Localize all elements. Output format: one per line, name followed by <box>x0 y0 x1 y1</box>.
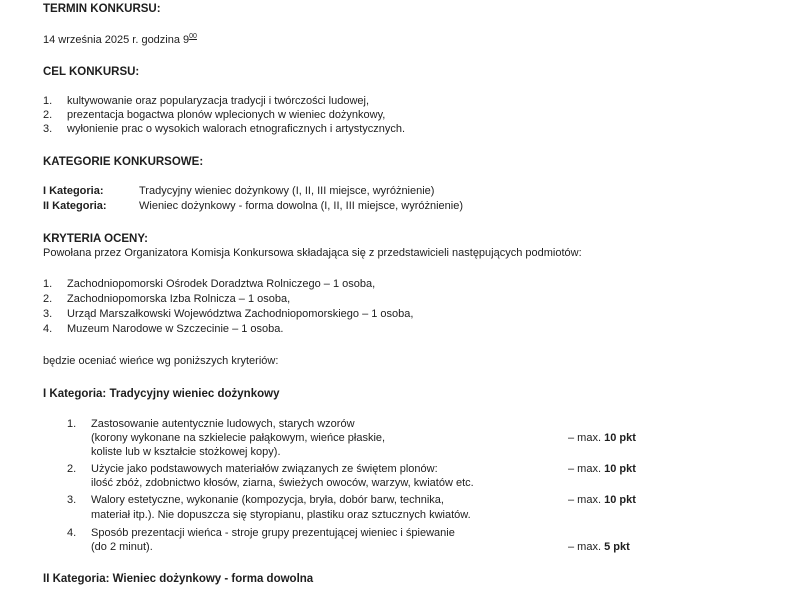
criterion-line: Zastosowanie autentycznie ludowych, starych wzorów <box>91 418 355 430</box>
criterion-line: ilość zbóż, zdobnictwo kłosów, ziarna, świeżych owoców, warzyw, kwiatów etc. <box>91 477 474 489</box>
criterion-max <box>568 463 636 475</box>
cel-item-num: 2. <box>43 109 53 121</box>
member-text: Zachodniopomorski Ośrodek Doradztwa Rolniczego – 1 osoba, <box>67 278 376 290</box>
criterion-line: (do 2 minut). <box>91 541 153 553</box>
criterion-num: 4. <box>67 527 77 539</box>
member-text: Zachodniopomorska Izba Rolnicza – 1 osoba, <box>67 293 291 305</box>
kryteria-heading: KRYTERIA OCENY: <box>43 233 148 245</box>
kat1-heading: I Kategoria: Tradycyjny wieniec dożynkowy <box>43 388 280 400</box>
cel-item-text: prezentacja bogactwa plonów wplecionych w wieniec dożynkowy, <box>67 109 386 121</box>
criterion-max <box>568 541 630 553</box>
criterion-line: (korony wykonane na szkielecie pałąkowym, wieńce płaskie, <box>91 432 386 444</box>
member-item <box>43 308 413 320</box>
max-points: 10 pkt <box>604 494 636 506</box>
member-num: 1. <box>43 278 53 290</box>
criterion-num: 2. <box>67 463 77 475</box>
max-label: – max. <box>568 541 602 553</box>
max-points: 10 pkt <box>604 463 636 475</box>
cel-item-text: kultywowanie oraz popularyzacja tradycji i twórczości ludowej, <box>67 95 370 107</box>
criterion-num: 1. <box>67 418 77 430</box>
member-text: Muzeum Narodowe w Szczecinie – 1 osoba. <box>67 323 284 335</box>
kat2-heading: II Kategoria: Wieniec dożynkowy - forma dowolna <box>43 573 314 585</box>
cel-item <box>43 109 385 121</box>
member-item <box>43 293 290 305</box>
member-text: Urząd Marszałkowski Województwa Zachodniopomorskiego – 1 osoba, <box>67 308 414 320</box>
criterion-line: Sposób prezentacji wieńca - stroje grupy prezentującej wieniec i śpiewanie <box>91 527 455 539</box>
termin-date-text: 14 września 2025 r. godzina 9 <box>43 34 190 46</box>
criterion-max <box>568 432 636 444</box>
kategoria-text: Tradycyjny wieniec dożynkowy (I, II, III miejsce, wyróżnienie) <box>139 185 435 197</box>
kryteria-outro: będzie oceniać wieńce wg poniższych kryteriów: <box>43 355 279 367</box>
criterion-line: Walory estetyczne, wykonanie (kompozycja, bryła, dobór barw, technika, <box>91 494 444 506</box>
member-item <box>43 323 283 335</box>
max-label: – max. <box>568 432 602 444</box>
criterion-num: 3. <box>67 494 77 506</box>
termin-heading: TERMIN KONKURSU: <box>43 3 161 15</box>
kategoria-label: II Kategoria: <box>43 200 107 212</box>
max-points: 5 pkt <box>604 541 630 553</box>
member-num: 3. <box>43 308 53 320</box>
kategorie-heading: KATEGORIE KONKURSOWE: <box>43 156 204 168</box>
member-item <box>43 278 375 290</box>
criterion-line: Użycie jako podstawowych materiałów związanych ze świętem plonów: <box>91 463 438 475</box>
cel-item <box>43 123 405 135</box>
criterion-line: materiał itp.). Nie dopuszcza się styropianu, plastiku oraz sztucznych kwiatów. <box>91 509 471 521</box>
max-label: – max. <box>568 494 602 506</box>
cel-heading: CEL KONKURSU: <box>43 66 140 78</box>
cel-item-text: wyłonienie prac o wysokich walorach etnograficznych i artystycznych. <box>67 123 406 135</box>
termin-date <box>43 33 197 46</box>
kategoria-row <box>43 185 434 197</box>
cel-item <box>43 95 369 107</box>
criterion-line: koliste lub w kształcie stożkowej kopy). <box>91 446 281 458</box>
termin-hour-sup: 00 <box>189 33 197 40</box>
kryteria-intro: Powołana przez Organizatora Komisja Konkursowa składająca się z przedstawicieli następujących podmiotów: <box>43 247 582 259</box>
max-label: – max. <box>568 463 602 475</box>
cel-item-num: 3. <box>43 123 53 135</box>
member-num: 4. <box>43 323 53 335</box>
member-num: 2. <box>43 293 53 305</box>
max-points: 10 pkt <box>604 432 636 444</box>
cel-item-num: 1. <box>43 95 53 107</box>
kategoria-text: Wieniec dożynkowy - forma dowolna (I, II, III miejsce, wyróżnienie) <box>139 200 464 212</box>
kategoria-row <box>43 200 463 212</box>
criterion-max <box>568 494 636 506</box>
kategoria-label: I Kategoria: <box>43 185 104 197</box>
